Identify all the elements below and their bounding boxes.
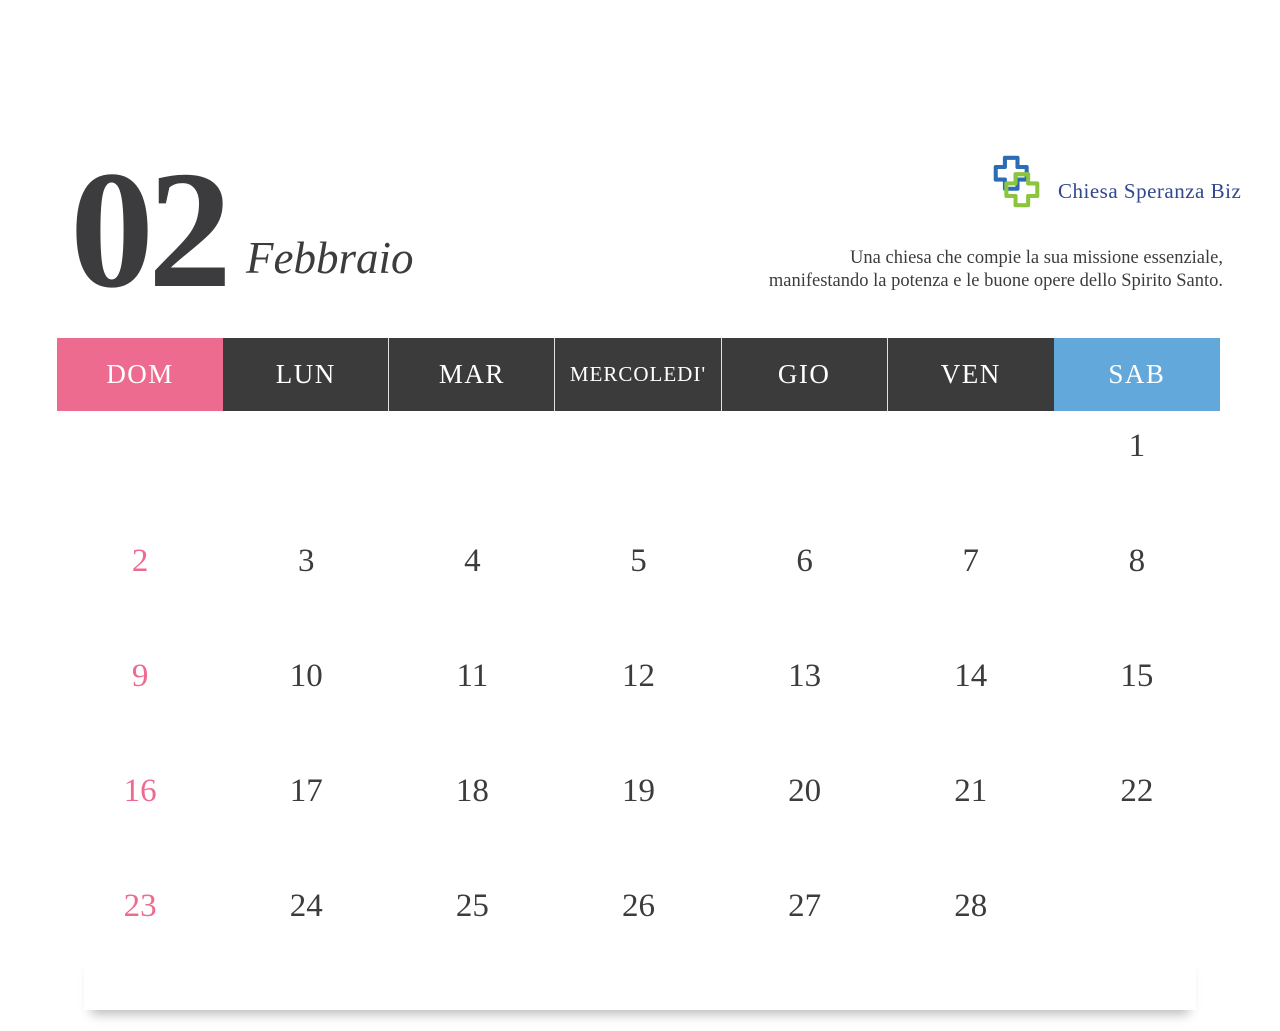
day-cell: 10 bbox=[289, 658, 323, 694]
day-cell: 3 bbox=[297, 543, 315, 579]
month-number: 02 bbox=[70, 137, 226, 323]
day-cell bbox=[888, 411, 1054, 526]
day-header-lun: LUN bbox=[223, 338, 389, 411]
day-cell: 5 bbox=[630, 543, 647, 579]
day-cell: 25 bbox=[455, 888, 489, 924]
day-cell: 26 bbox=[621, 888, 655, 924]
day-header-ven: VEN bbox=[888, 338, 1054, 411]
calendar bbox=[57, 338, 1220, 986]
day-cell bbox=[223, 411, 389, 526]
calendar-grid bbox=[57, 411, 1220, 986]
day-cell bbox=[722, 411, 888, 526]
day-header-mercoledi: MERCOLEDI' bbox=[555, 338, 721, 411]
brand-name: Chiesa Speranza Biz bbox=[1058, 179, 1242, 203]
tagline-line-2: manifestando la potenza e le buone opere dello Spirito Santo. bbox=[768, 271, 1223, 291]
day-cell: 28 bbox=[954, 888, 988, 924]
day-cell: 1 bbox=[1128, 428, 1146, 464]
day-cell: 20 bbox=[788, 773, 822, 809]
day-cell: 4 bbox=[464, 543, 481, 579]
day-cell: 7 bbox=[962, 543, 980, 579]
day-cell bbox=[555, 411, 721, 526]
day-header-gio: GIO bbox=[722, 338, 888, 411]
day-cell: 21 bbox=[954, 773, 988, 809]
day-header-sab: SAB bbox=[1054, 338, 1220, 411]
month-name: Febbraio bbox=[246, 233, 414, 283]
day-cell: 19 bbox=[621, 773, 655, 809]
day-cell: 22 bbox=[1120, 773, 1154, 809]
interlocking-crosses-icon bbox=[988, 150, 1046, 219]
day-cell: 9 bbox=[131, 658, 149, 694]
brand-block bbox=[988, 150, 1241, 219]
day-cell bbox=[389, 411, 555, 526]
day-cell: 27 bbox=[788, 888, 822, 924]
day-cell: 24 bbox=[289, 888, 323, 924]
day-cell: 6 bbox=[796, 543, 813, 579]
day-header-dom: DOM bbox=[57, 338, 223, 411]
day-cell: 13 bbox=[788, 658, 822, 694]
tagline-line-1: Una chiesa che compie la sua missione essenziale, bbox=[850, 248, 1223, 268]
day-cell: 11 bbox=[456, 658, 489, 694]
day-cell: 14 bbox=[954, 658, 988, 694]
day-cell bbox=[1054, 871, 1220, 986]
day-cell: 8 bbox=[1128, 543, 1146, 579]
day-cell: 12 bbox=[621, 658, 655, 694]
day-cell: 23 bbox=[123, 888, 157, 924]
calendar-header-row bbox=[57, 338, 1220, 411]
day-cell bbox=[57, 411, 223, 526]
tagline bbox=[769, 247, 1223, 293]
day-cell: 2 bbox=[131, 543, 149, 579]
day-cell: 16 bbox=[123, 773, 157, 809]
day-header-mar: MAR bbox=[389, 338, 555, 411]
day-cell: 18 bbox=[455, 773, 489, 809]
day-cell: 17 bbox=[289, 773, 323, 809]
day-cell: 15 bbox=[1120, 658, 1154, 694]
